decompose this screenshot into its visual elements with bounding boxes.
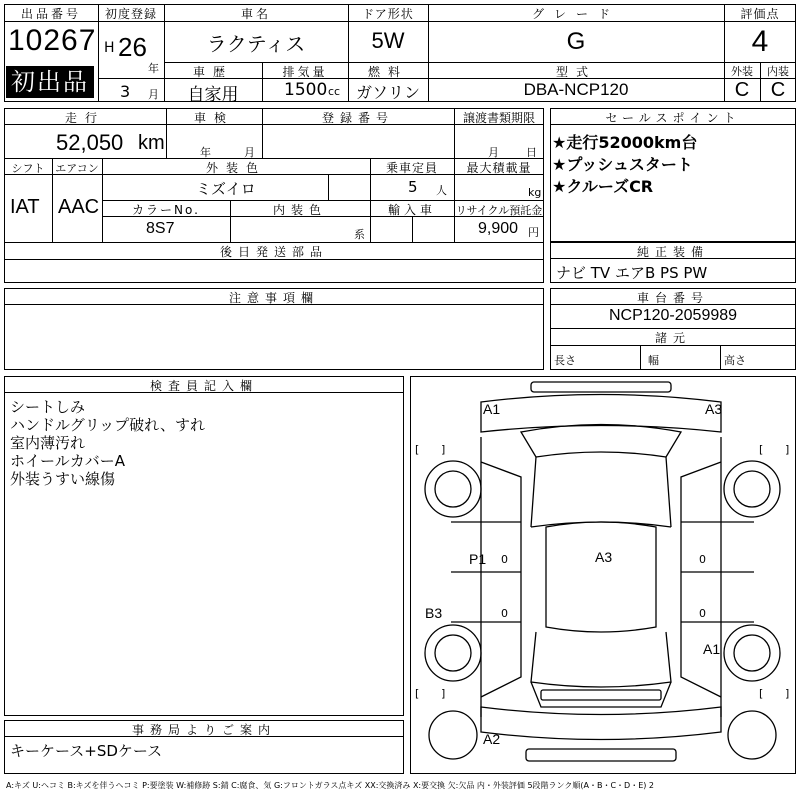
divider	[412, 216, 413, 242]
sales-point: ★プッシュスタート	[552, 155, 693, 174]
transfer-label: 譲渡書類期限	[462, 111, 535, 125]
damage-mark: A2	[483, 731, 501, 747]
chassis-number: NCP120-2059989	[608, 307, 738, 324]
damage-mark: A1	[703, 641, 721, 657]
color-label: 外装色	[205, 161, 266, 175]
reg-label: 初度登録	[104, 7, 157, 21]
cc-unit: cc	[328, 85, 341, 98]
shift-label: シフト	[11, 162, 45, 175]
grade: G	[566, 28, 586, 55]
grade-label: グレード	[531, 7, 620, 21]
interior-score: C	[770, 79, 786, 101]
load-unit: kg	[528, 186, 542, 199]
bracket-close: ]	[441, 443, 446, 456]
capacity-label: 乗車定員	[385, 161, 438, 175]
incolor-unit: 系	[354, 228, 365, 241]
office-value: キーケース+SDケース	[10, 742, 163, 760]
inspector-line: 外装うすい線傷	[10, 470, 116, 488]
transfer-day-unit: 日	[526, 146, 537, 159]
door-label: ドア形状	[362, 7, 414, 21]
regno-label: 登録番号	[321, 111, 394, 125]
bracket-close: ]	[785, 443, 790, 456]
displacement-label: 排気量	[282, 65, 328, 79]
divider	[640, 345, 641, 370]
incolor-label: 内装色	[272, 203, 327, 217]
sales-point: ★走行52000km台	[552, 133, 698, 152]
door-type: 5W	[371, 28, 405, 53]
ac: AAC	[58, 196, 100, 218]
era: H	[104, 40, 115, 56]
recycle: 9,900	[478, 220, 519, 237]
zero-mark: 0	[699, 553, 706, 566]
lot-label: 出品番号	[20, 7, 81, 21]
damage-mark: A1	[483, 401, 501, 417]
damage-mark: P1	[469, 551, 487, 567]
equip-value: ナビ TV エアB PS PW	[556, 264, 708, 282]
divider	[550, 345, 796, 346]
exterior-score: C	[734, 79, 750, 101]
car-outline-icon	[411, 377, 794, 772]
colorno: 8S7	[146, 220, 175, 237]
bracket-open: [	[759, 443, 764, 456]
import-label: 輸入車	[387, 203, 436, 217]
fuel: ガソリン	[355, 83, 420, 102]
score: 4	[751, 25, 769, 58]
transfer-month-unit: 月	[488, 146, 499, 159]
mileage-unit: km	[138, 132, 165, 154]
interior-label: 内装	[767, 65, 789, 78]
fuel-label: 燃料	[367, 65, 408, 79]
damage-mark: A3	[705, 401, 723, 417]
car-diagram	[410, 376, 796, 774]
divider	[4, 259, 544, 260]
carname-label: 車名	[240, 7, 271, 21]
inspector-label: 検査員記入欄	[149, 379, 258, 393]
history: 自家用	[187, 85, 239, 105]
score-label: 評価点	[740, 7, 780, 21]
load-label: 最大積載量	[466, 161, 532, 175]
zero-mark: 0	[699, 607, 706, 620]
inspector-line: ホイールカバーA	[10, 452, 125, 470]
month-unit: 月	[148, 88, 159, 101]
model-label: 型式	[555, 65, 596, 79]
width-label: 幅	[648, 354, 659, 367]
mileage: 52,050	[56, 130, 124, 155]
ins-year-unit: 年	[200, 146, 211, 159]
divider	[720, 345, 721, 370]
ac-label: エアコン	[55, 162, 99, 175]
divider	[4, 21, 98, 22]
sales-point: ★クルーズCR	[552, 177, 654, 196]
inspection-label: 車検	[193, 111, 234, 125]
reg-month: 3	[120, 82, 131, 101]
bracket-close: ]	[441, 687, 446, 700]
capacity-unit: 人	[436, 184, 447, 197]
chassis-label: 車台番号	[636, 291, 709, 305]
lot-number: 10267	[8, 24, 97, 57]
first-listing-badge: 初出品	[6, 66, 94, 98]
bracket-open: [	[759, 687, 764, 700]
bracket-open: [	[415, 687, 420, 700]
equip-label: 純正装備	[636, 245, 709, 259]
zero-mark: 0	[501, 553, 508, 566]
ins-month-unit: 月	[244, 146, 255, 159]
dims-label: 諸元	[654, 331, 691, 345]
displacement: 1500	[284, 80, 328, 100]
inspector-line: 室内薄汚れ	[10, 434, 86, 452]
reg-year: 26	[118, 32, 147, 62]
legend: A:キズ U:ヘコミ B:キズを伴うヘコミ P:要塗装 W:補修跡 S:錆 C:腐食、気 G:フロントガラス点キズ XX:交換済み X:要交換 欠:欠品 内・外装評価 5段階ランク順(A・B・C・D・E) 2	[6, 781, 655, 790]
divider	[328, 174, 329, 200]
exterior-label: 外装	[731, 65, 753, 78]
bracket-close: ]	[785, 687, 790, 700]
recycle-unit: 円	[528, 226, 539, 239]
history-label: 車歴	[192, 65, 233, 79]
mileage-label: 走行	[64, 111, 105, 125]
divider	[98, 78, 164, 79]
capacity: 5	[408, 178, 418, 196]
zero-mark: 0	[501, 607, 508, 620]
bracket-open: [	[415, 443, 420, 456]
later-parts-label: 後日発送部品	[219, 245, 328, 259]
shift: IAT	[10, 196, 40, 218]
color: ミズイロ	[196, 180, 256, 198]
sales-label: セールスポイント	[605, 111, 741, 125]
height-label: 高さ	[724, 354, 746, 367]
damage-mark: A3	[595, 549, 613, 565]
notes-label: 注意事項欄	[228, 291, 319, 305]
colorno-label: カラーNo.	[132, 203, 200, 217]
year-unit: 年	[148, 62, 159, 75]
damage-mark: B3	[425, 605, 443, 621]
inspector-line: ハンドルグリップ破れ、すれ	[10, 416, 206, 434]
office-label: 事務局よりご案内	[131, 723, 276, 737]
carname: ラクティス	[206, 32, 306, 56]
recycle-label: リサイクル預託金	[455, 204, 543, 217]
inspector-line: シートしみ	[10, 398, 86, 416]
length-label: 長さ	[554, 354, 576, 367]
model: DBA-NCP120	[523, 80, 629, 99]
